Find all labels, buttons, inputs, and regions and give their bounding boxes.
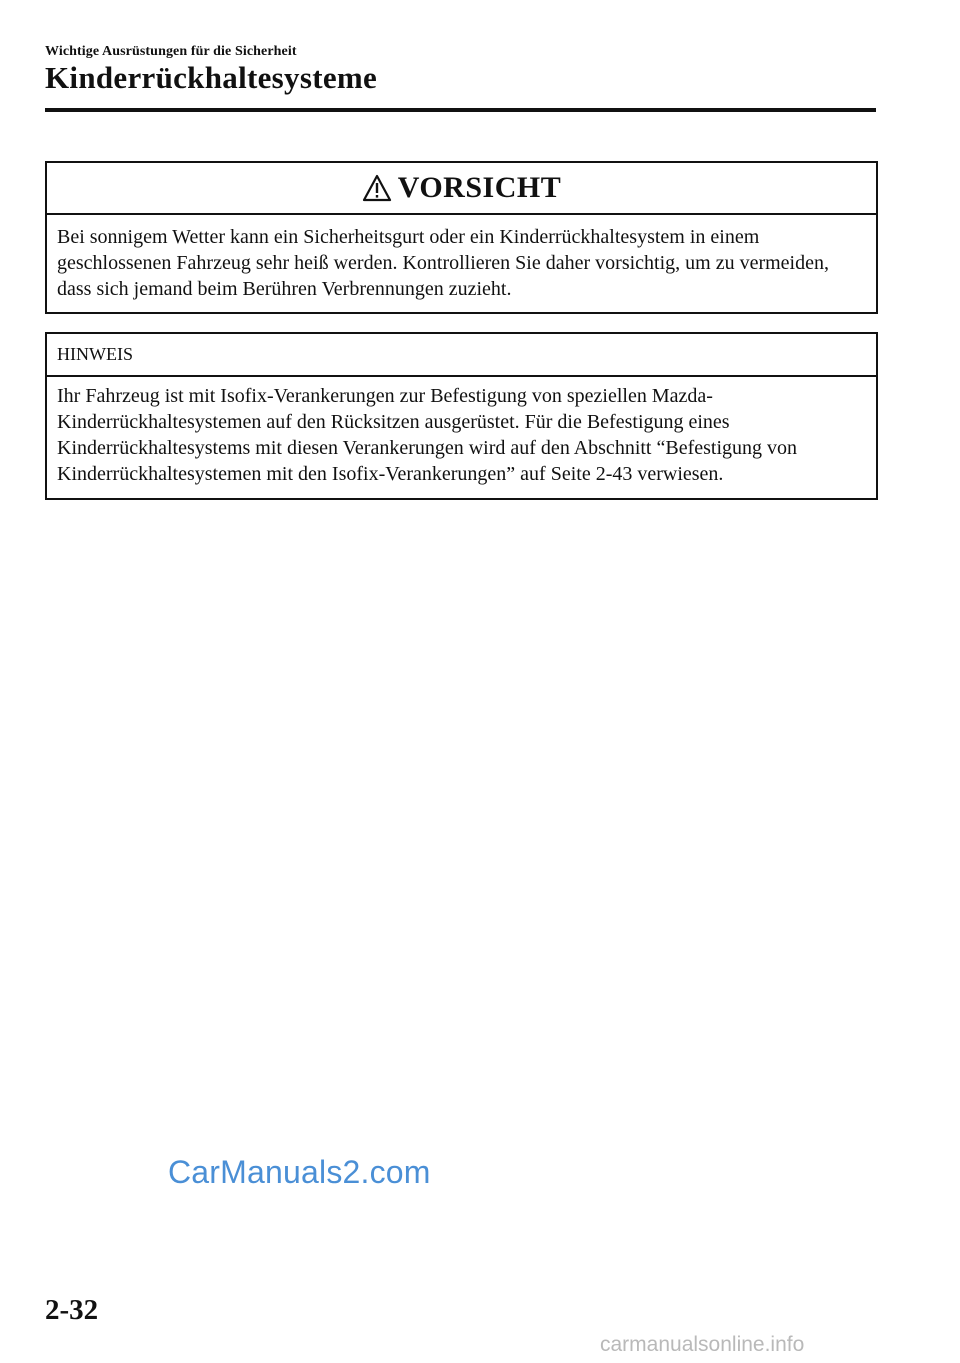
footer-site-watermark: carmanualsonline.info — [600, 1333, 805, 1356]
note-title: HINWEIS — [57, 344, 133, 364]
note-box — [45, 332, 878, 500]
caution-box — [45, 161, 878, 314]
title-rule — [45, 108, 876, 112]
caution-title: VORSICHT — [397, 171, 562, 204]
caution-header — [47, 163, 876, 215]
page-number: 2-32 — [45, 1294, 99, 1326]
note-text: Ihr Fahrzeug ist mit Isofix-Verankerungen zur Befestigung von speziellen Mazda-Kinderrückhaltesystemen auf den Rücksitzen ausgerüstet. Für die Befestigung eines Kinderrückhaltesystems mit diesen Verankerungen wird auf den Abschnitt “Befestigung von Kinderrückhaltesystemen mit den Isofix-Verankerungen” auf Seite 2-43 verwiesen. — [57, 385, 798, 485]
section-label: Wichtige Ausrüstungen für die Sicherheit — [45, 44, 297, 59]
note-header — [47, 334, 876, 377]
caution-text: Bei sonnigem Wetter kann ein Sicherheitsgurt oder ein Kinderrückhaltesystem in einem geschlossenen Fahrzeug sehr heiß werden. Kontrollieren Sie daher vorsichtig, um zu vermeiden, dass sich jemand beim Berühren Verbrennungen zuzieht. — [57, 226, 829, 300]
warning-triangle-icon — [362, 174, 392, 202]
watermark: CarManuals2.com — [168, 1154, 431, 1190]
page-title: Kinderrückhaltesysteme — [45, 60, 378, 95]
